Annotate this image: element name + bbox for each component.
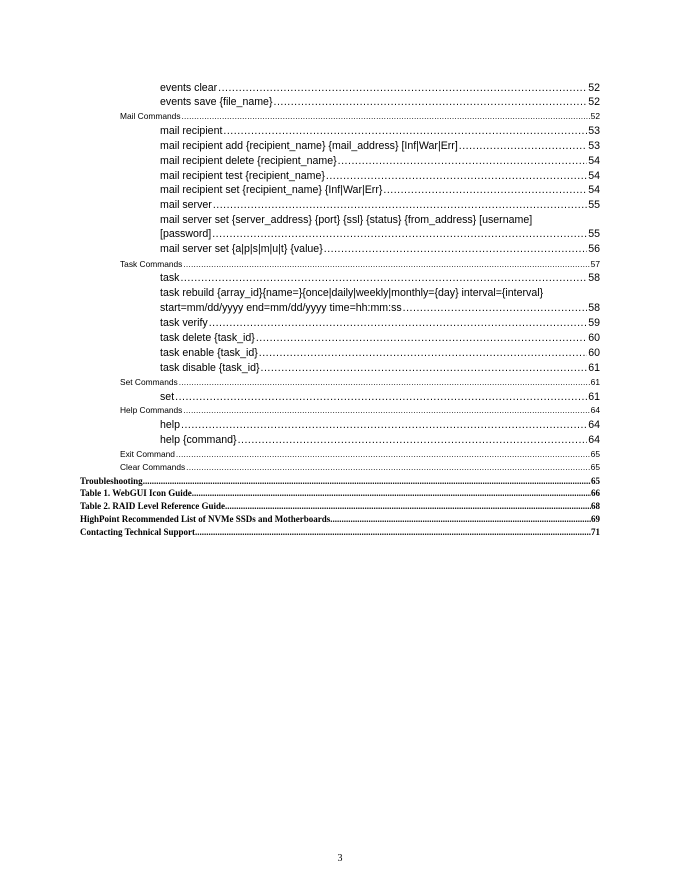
toc-entry: task disable {task_id} ..... 61 <box>160 361 600 375</box>
toc-entry: task verify ..... 59 <box>160 316 600 330</box>
toc-entry: events save {file_name} ..... 52 <box>160 95 600 109</box>
toc-entry: task enable {task_id} ..... 60 <box>160 346 600 360</box>
toc-entry: mail server ..... 55 <box>160 198 600 212</box>
toc-entry: help ..... 64 <box>160 418 600 432</box>
toc-entry: [password] ..... 55 <box>160 227 600 241</box>
toc-section-entry: Task Commands ..... 57 <box>120 258 600 270</box>
toc-entry-line1: task rebuild {array_id}{name=}{once|daily|weekly|monthly={day} interval={interval} <box>160 287 544 299</box>
toc-entry: events clear ..... 52 <box>160 81 600 95</box>
toc-section-entry: Clear Commands ..... 65 <box>120 461 600 473</box>
toc-chapter-entry: Table 1. WebGUI Icon Guide ..... 66 <box>80 487 600 499</box>
page-number: 3 <box>337 853 343 864</box>
toc-chapter-entry: HighPoint Recommended List of NVMe SSDs and Motherboards ..... 69 <box>80 513 600 525</box>
toc-entry: mail recipient delete {recipient_name} ..... 54 <box>160 154 600 168</box>
toc-section-entry: Exit Command ..... 65 <box>120 448 600 460</box>
toc-chapter-entry: Troubleshooting ..... 65 <box>80 475 600 487</box>
toc-entry: task delete {task_id} ..... 60 <box>160 331 600 345</box>
toc-entry: task ..... 58 <box>160 271 600 285</box>
toc-entry: mail recipient test {recipient_name} ..... 54 <box>160 169 600 183</box>
toc-entry: mail recipient set {recipient_name} {Inf|War|Err} ..... 54 <box>160 183 600 197</box>
toc-chapter-entry: Table 2. RAID Level Reference Guide ..... 68 <box>80 500 600 512</box>
toc-entry: start=mm/dd/yyyy end=mm/dd/yyyy time=hh:mm:ss ..... 58 <box>160 301 600 315</box>
toc-entry: help {command} ..... 64 <box>160 433 600 447</box>
toc-section-entry: Help Commands ..... 64 <box>120 404 600 416</box>
toc-entry: mail server set {a|p|s|m|u|t} {value} ..... 56 <box>160 242 600 256</box>
toc-section-entry: Set Commands ..... 61 <box>120 376 600 388</box>
toc-entry-line1: mail server set {server_address} {port} {ssl} {status} {from_address} [username] <box>160 214 533 226</box>
toc-entry: mail recipient ..... 53 <box>160 124 600 138</box>
toc-section-entry: Mail Commands ..... 52 <box>120 110 600 122</box>
toc-entry: set ..... 61 <box>160 390 600 404</box>
toc-chapter-entry: Contacting Technical Support ..... 71 <box>80 526 600 538</box>
toc-entry: mail recipient add {recipient_name} {mail_address} [Inf|War|Err] ..... 53 <box>160 139 600 153</box>
